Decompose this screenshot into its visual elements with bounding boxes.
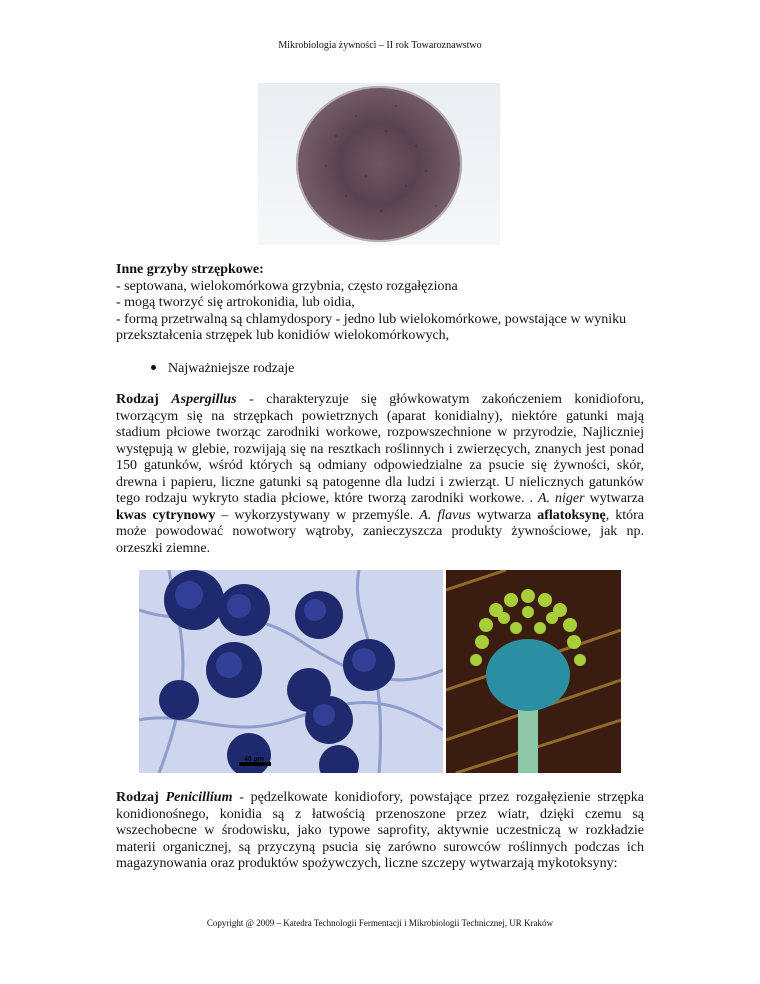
paragraph-text: wytwarza	[470, 507, 538, 523]
page-footer: Copyright @ 2009 – Katedra Technologii Fermentacji i Mikrobiologii Technicznej, UR Kraków	[206, 918, 554, 928]
section-other-fungi	[116, 262, 644, 345]
page-header: Mikrobiologia żywności – II rok Towaroznawstwo	[278, 40, 482, 51]
petri-dish-photo	[258, 83, 500, 245]
list-item: - mogą tworzyć się artrokonidia, lub oidia,	[116, 295, 355, 310]
penicillium-paragraph	[116, 790, 644, 873]
highlight-term: kwas cytrynowy	[116, 507, 216, 523]
sem-conidiophore-image	[446, 570, 621, 773]
aspergillus-paragraph	[116, 392, 644, 557]
highlight-term: aflatoksynę	[537, 507, 606, 523]
section-heading: Inne grzyby strzępkowe:	[116, 262, 264, 277]
bullet-item	[151, 361, 294, 377]
species-name: A. flavus	[419, 507, 471, 523]
bullet-text: Najważniejsze rodzaje	[168, 361, 295, 376]
genus-name: Penicillium	[165, 790, 233, 805]
list-item: - formą przetrwalną są chlamydospory - jedno lub wielokomórkowe, powstające w wyniku	[116, 311, 627, 327]
list-item: przekształcenia strzępek lub konidiów wielokomórkowych,	[116, 328, 450, 343]
paragraph-text: , która może powodować nowotwory wątroby, zanieczyszcza produkty żywnościowe, jak np. orzeszki ziemne.	[116, 507, 644, 556]
bullet-icon	[151, 365, 156, 370]
species-name: A. niger	[537, 491, 585, 506]
aspergillus-micrograph	[139, 570, 443, 773]
scale-bar-label: 40 µm	[244, 756, 264, 763]
paragraph-text: - charakteryzuje się główkowatym zakończeniem konidioforu, tworzącym się na strzępkach powietrznych (aparat konidialny), niektóre gatunki mają stadium płciowe tworząc zarodniki workowe, rozpowszechnione w przyrodzie, Najliczniej występują w glebie, rozwijają się na resztkach roślinnych i zwierzęcych, znanych jest ponad 150 gatunków, wśród których są odmiany odpowiedzialne za psucie się żywności, skór, drewna i papieru, liczne gatunki są patogenne dla ludzi i zwierząt. U nielicznych gatunków tego rodzaju wykryto stadia płciowe, które tworzą zarodniki workowe. .	[116, 392, 644, 506]
genus-lead: Rodzaj	[116, 392, 159, 407]
list-item: - septowana, wielokomórkowa grzybnia, często rozgałęziona	[116, 278, 458, 294]
genus-name: Aspergillus	[171, 392, 237, 407]
genus-lead: Rodzaj	[116, 790, 159, 805]
mold-colony-image	[296, 86, 462, 242]
paragraph-text: - pędzelkowate konidiofory, powstające przez rozgałęzienie strzępka konidionośnego, konidia są z łatwością przenoszone przez wiatr, dzięki czemu są wszechobecne w środowisku, jako typowe saprofity, aktywnie uczestniczą w rozkładzie materii organicznej, są przyczyną psucia się zarówno surowców roślinnych podczas ich magazynowania oraz produktów spożywczych, liczne szczepy wytwarzają mykotoksyny:	[116, 790, 644, 871]
paragraph-text: – wykorzystywany w przemyśle.	[215, 507, 420, 523]
paragraph-text: wytwarza	[584, 491, 645, 506]
